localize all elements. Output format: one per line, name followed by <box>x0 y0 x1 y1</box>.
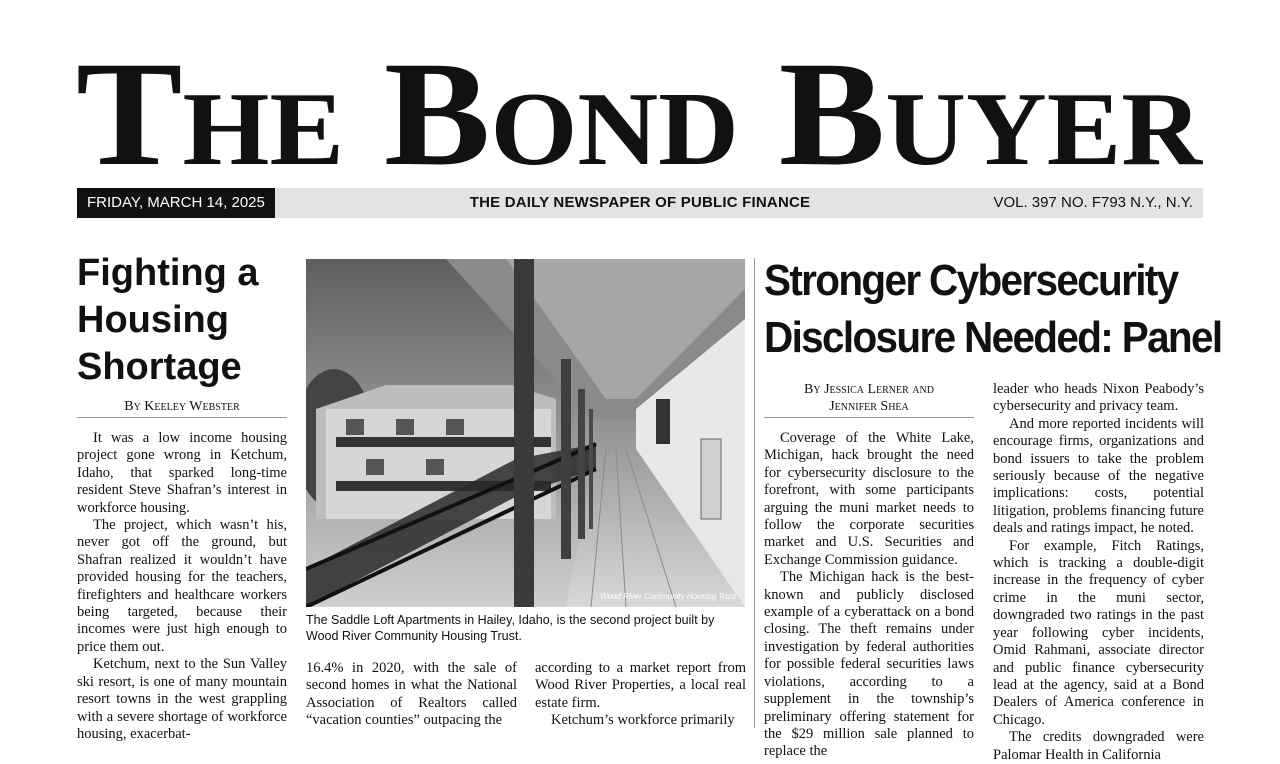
housing-photo <box>306 259 745 607</box>
photo-credit: Wood River Community Housing Trust <box>600 592 736 601</box>
paragraph: Ketchum, next to the Sun Valley ski resort, is one of many mountain resort towns in the west grappling with a severe shortage of workforce housing, exacerbat- <box>77 656 287 742</box>
cyber-headline <box>764 252 1222 366</box>
paragraph: according to a market report from Wood River Properties, a local real estate firm. <box>535 660 746 711</box>
paragraph: The project, which wasn’t his, never got off the ground, but Shafran realized it wouldn’t have provided housing for the teachers, firefighters and healthcare workers being targeted, because their incomes were just high enough to price them out. <box>77 517 287 655</box>
column-divider <box>754 258 755 728</box>
housing-column-3 <box>535 660 746 730</box>
apartment-photo-image <box>306 259 745 607</box>
issue-date: FRIDAY, MARCH 14, 2025 <box>77 188 275 218</box>
paragraph: Coverage of the White Lake, Michigan, hack brought the need for cybersecurity disclosure to the forefront, with some participants arguing the muni market needs to follow the corporate securities market and U.S. Securities and Exchange Commission guidance. <box>764 430 974 568</box>
housing-byline: By Keeley Webster <box>77 398 287 418</box>
paragraph: It was a low income housing project gone wrong in Ketchum, Idaho, that sparked long-time resident Steve Shafran’s interest in workforce housing. <box>77 430 287 516</box>
masthead-logo <box>76 18 1204 178</box>
paragraph: leader who heads Nixon Peabody’s cybersecurity and privacy team. <box>993 381 1204 415</box>
cyber-byline <box>764 381 974 418</box>
paragraph: 16.4% in 2020, with the sale of second homes in what the National Association of Realtors called “vacation counties” outpacing the <box>306 660 517 729</box>
paragraph: And more reported incidents will encourage firms, organizations and bond issuers to take the problem seriously because of the negative implications: costs, potential litigation, problems financing future deals and ratings impact, he noted. <box>993 415 1204 537</box>
cyber-column-1 <box>764 430 974 761</box>
cyber-byline-line-2: Jennifer Shea <box>829 399 909 414</box>
housing-column-1 <box>77 430 287 743</box>
date-bar <box>77 188 1203 218</box>
masthead <box>76 18 1204 178</box>
volume-info: VOL. 397 NO. F793 N.Y., N.Y. <box>993 194 1193 211</box>
paragraph: Ketchum’s workforce primarily <box>551 712 735 729</box>
paragraph: The credits downgraded were Palomar Health in California <box>993 729 1204 763</box>
housing-headline: Fighting a Housing Shortage <box>77 252 259 388</box>
housing-column-2 <box>306 660 517 730</box>
cyber-headline-line-1: Stronger Cybersecurity <box>764 256 1178 305</box>
masthead-title: The Bond Buyer <box>76 31 1204 178</box>
paragraph: For example, Fitch Ratings, which is tracking a double-digit increase in the frequency of cyber crime in the muni sector, downgraded two ratings in the past year following cyber incidents, Omid Rahmani, associate director and public finance cybersecurity lead at the agency, said at a Bond Dealers of America conference in Chicago. <box>993 537 1204 728</box>
cyber-headline-line-2: Disclosure Needed: Panel <box>764 313 1222 362</box>
cyber-column-2 <box>993 381 1204 764</box>
photo-caption: The Saddle Loft Apartments in Hailey, Idaho, is the second project built by Wood River Community Housing Trust. <box>306 613 715 643</box>
tagline: THE DAILY NEWSPAPER OF PUBLIC FINANCE <box>469 194 811 211</box>
cyber-byline-line-1: By Jessica Lerner and <box>804 382 934 397</box>
paragraph: The Michigan hack is the best-known and publicly disclosed example of a cyberattack on a bond closing. The theft remains under investigation by federal authorities for possible federal securities laws violations, according to a supplement in the township’s preliminary offering statement for the $29 million sale planned to replace the <box>764 569 974 760</box>
